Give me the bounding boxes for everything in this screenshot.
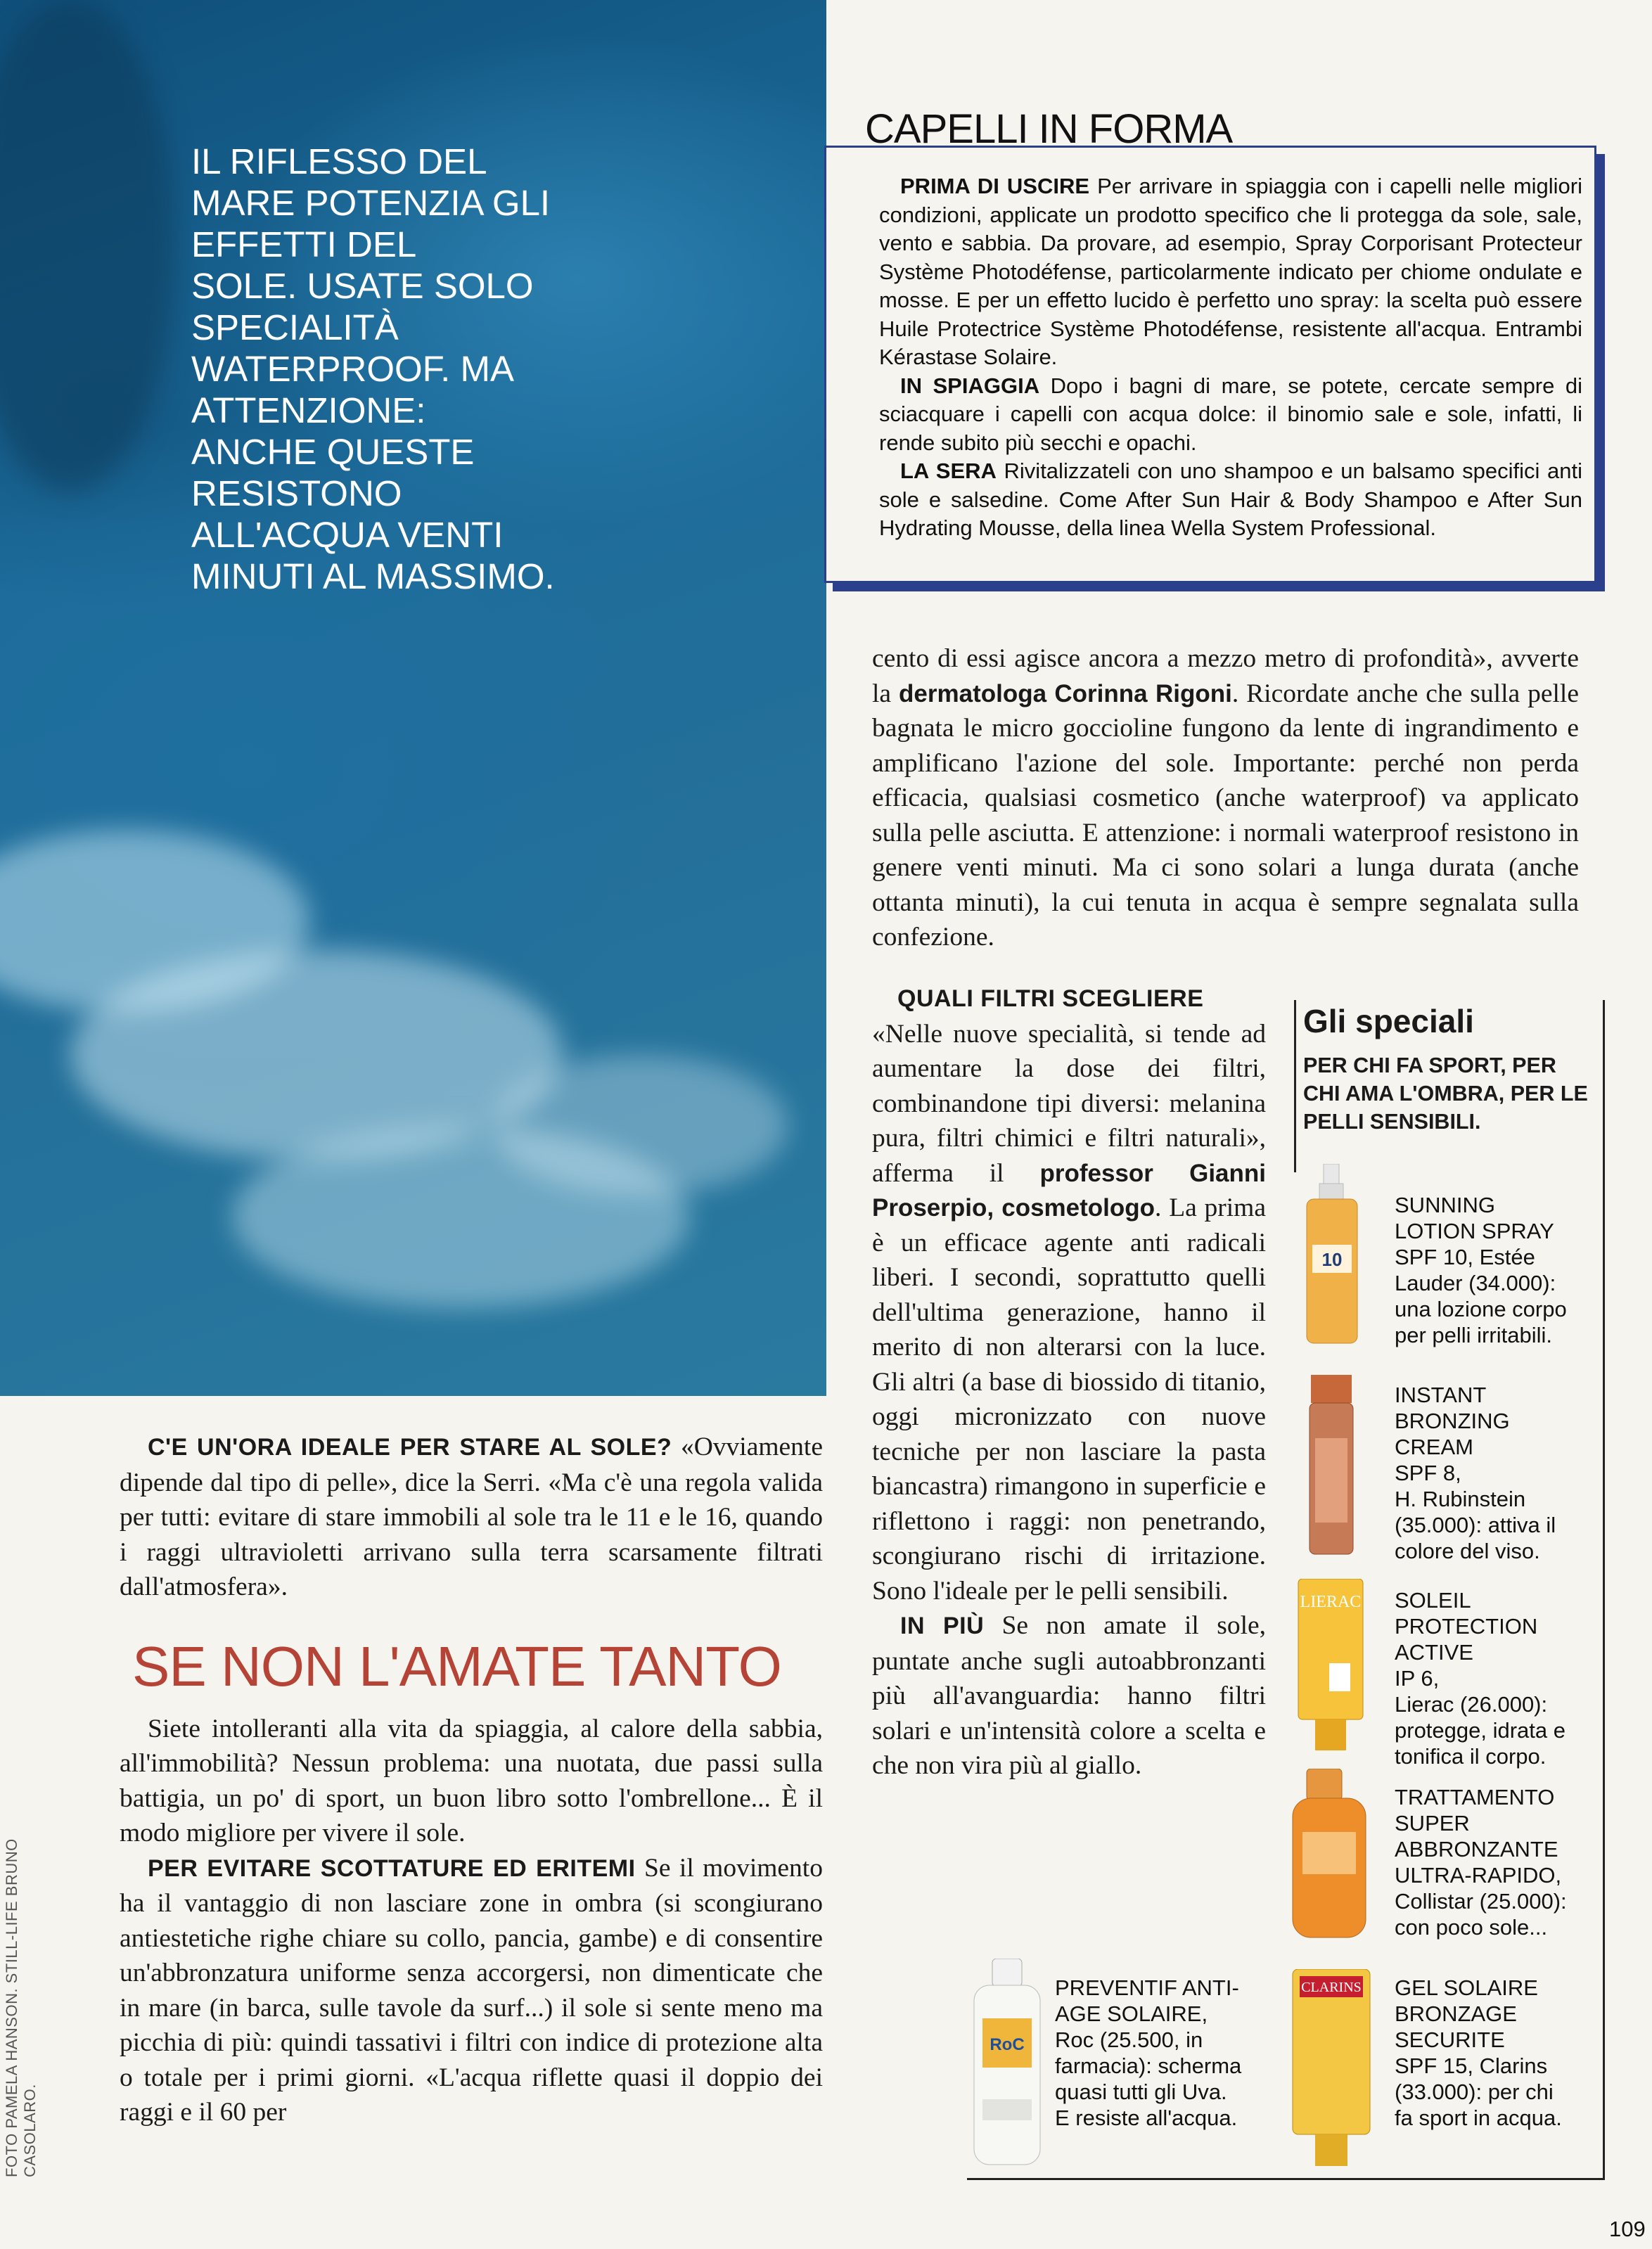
paragraph-text: Rivitalizzateli con uno shampoo e un balsamo specifici anti sole e salsedine. Come After Sun Hair & Body Shampoo e After Sun Hydrating Mousse, della linea Wella System Professional.	[879, 459, 1582, 540]
paragraph	[872, 641, 1579, 955]
text: Siete intolleranti alla vita da spiaggia, al calore della sabbia, all'immobilità? Nessun problema: una nuotata, due passi sulla battigia, un po' di sport, un buon libro sotto l'ombrellone... È il modo migliore per vivere il sole.	[120, 1714, 823, 1847]
product-name: SOLEIL PROTECTION ACTIVE	[1395, 1588, 1538, 1665]
paragraph	[120, 1851, 823, 2130]
paragraph	[120, 1712, 823, 1851]
product-name: PREVENTIF ANTI- AGE SOLAIRE,	[1055, 1975, 1239, 2026]
keyword: IN PIÙ	[900, 1613, 985, 1639]
product-caption	[1395, 1192, 1584, 1348]
shadow-patch	[0, 0, 176, 492]
keyword: PER EVITARE SCOTTATURE ED ERITEMI	[148, 1854, 636, 1882]
product-caption	[1055, 1975, 1266, 2131]
clarins-tube-icon	[1287, 1969, 1375, 2170]
text: «Nelle nuove specialità, si tende ad aumentare la dose dei filtri, combinandone tipi diversi: melanina pura, filtri chimici e filtri naturali», afferma il	[872, 1019, 1266, 1188]
hair-box-text	[879, 172, 1582, 543]
text: Se il movimento ha il vantaggio di non lasciare zone in ombra (si scongiurano antiestetiche righe chiare su collo, pancia, gambe) e di consentire un'abbronzatura uniforme senza accorgersi, non dimenticate che in mare (in barca, sulle tavole da surf...) il sole si sente meno ma picchia di più: quindi tassativi i filtri con indice di protezione alta o totale per i primi giorni. «L'acqua riflette quasi il doppio dei raggi e il 60 per	[120, 1853, 823, 2127]
text: . La prima è un efficace agente anti radicali liberi. I secondi, soprattutto quelli dell'ultima generazione, hanno il merito di non alterarsi con la luce. Gli altri (a base di biossido di titanio, oggi micronizzato con nuove tecniche per non lasciare la pasta biancastra) rimangono in superficie e riflettono i raggi: non penetrando, scongiurano rischi di irritazione. Sono l'ideale per le pelli sensibili.	[872, 1193, 1266, 1606]
product-caption	[1395, 1587, 1584, 1769]
collistar-bottle-icon	[1287, 1769, 1371, 1941]
text: cento di essi agisce ancora a mezzo metro di profondità», avverte la	[872, 644, 1579, 708]
foam-patch	[492, 1055, 788, 1196]
keyword: QUALI FILTRI SCEGLIERE	[897, 985, 1204, 1012]
highlight-name: professor Gianni Proserpio, cosmetologo	[872, 1159, 1266, 1222]
product-desc: Collistar (25.000): con poco sole...	[1395, 1889, 1567, 1940]
bottle-label: CLARINS	[1301, 1980, 1362, 1995]
article-right-top	[872, 641, 1579, 955]
section-headline: SE NON L'AMATE TANTO	[132, 1634, 781, 1698]
photo-caption: IL RIFLESSO DEL MARE POTENZIA GLI EFFETTI DEL SOLE. USATE SOLO SPECIALITÀ WATERPROOF. MA ATTENZIONE: ANCHE QUESTE RESISTONO ALL'ACQUA VENTI MINUTI AL MASSIMO.	[191, 141, 555, 596]
product-name: SUNNING LOTION SPRAY	[1395, 1193, 1554, 1243]
product-desc: SPF 8, H. Rubinstein (35.000): attiva il colore del viso.	[1395, 1461, 1556, 1563]
roc-bottle-icon	[967, 1959, 1048, 2170]
keyword: LA SERA	[900, 459, 997, 483]
product-caption	[1395, 1382, 1584, 1564]
paragraph-text: Per arrivare in spiaggia con i capelli nelle migliori condizioni, applicate un prodotto specifico che li protegga da sole, sale, vento e sabbia. Da provare, ad esempio, Spray Corporisant Protecteur Système Photodéfense, particolarmente indicato per chiome ondulate e mosse. E per un effetto lucido è perfetto uno spray: la scelta può essere Huile Protectrice Système Photodéfense, resistente all'acqua. Entrambi Kérastase Solaire.	[879, 174, 1582, 369]
product-desc: SPF 15, Clarins (33.000): per chi fa sport in acqua.	[1395, 2053, 1562, 2130]
product-desc: Roc (25.500, in farmacia): scherma quasi tutti gli Uva. E resiste all'acqua.	[1055, 2027, 1242, 2130]
product-caption	[1395, 1975, 1584, 2131]
rubinstein-tube-icon	[1307, 1375, 1356, 1558]
product-name: TRATTAMENTO SUPER ABBRONZANTE ULTRA-RAPIDO,	[1395, 1785, 1562, 1888]
specials-subtitle: PER CHI FA SPORT, PER CHI AMA L'OMBRA, PER LE PELLI SENSIBILI.	[1303, 1053, 1588, 1134]
product-desc: SPF 10, Estée Lauder (34.000): una lozione corpo per pelli irritabili.	[1395, 1245, 1567, 1347]
lierac-tube-icon	[1294, 1579, 1368, 1755]
bottle-label: RoC	[990, 2035, 1025, 2054]
product-name: INSTANT BRONZING CREAM	[1395, 1383, 1510, 1459]
specials-title: Gli speciali	[1303, 1003, 1474, 1039]
sea-photo	[0, 0, 826, 1396]
photo-credit: FOTO PAMELA HANSON. STILL-LIFE BRUNO CASOLARO.	[3, 1838, 39, 2177]
paragraph	[120, 1430, 823, 1605]
page-number: 109	[1609, 2217, 1646, 2241]
text: «Ovviamente dipende dal tipo di pelle», dice la Serri. «Ma c'è una regola valida per tutti: evitare di stare immobili al sole tra le 11 e le 16, quando i raggi ultravioletti arrivano sulla terra scarsamente filtrati dall'atmosfera».	[120, 1433, 823, 1601]
highlight-name: dermatologa Corinna Rigoni	[899, 679, 1232, 707]
text: . Ricordate anche che sulla pelle bagnata le micro goccioline fungono da lente di ingrandimento e amplificano l'azione del sole. Importante: perché non perda efficacia, qualsiasi cosmetico (anche waterproof) va applicato sulla pelle asciutta. E attenzione: i normali waterproof resistono in genere venti minuti. Ma ci sono solari a lunga durata (anche ottanta minuti), la cui tenuta in acqua è sempre segnalata sulla confezione.	[872, 679, 1579, 952]
estee-spray-bottle-icon	[1301, 1164, 1364, 1347]
specials-divider	[1294, 1000, 1296, 1172]
box-title: CAPELLI IN FORMA	[865, 106, 1233, 152]
product-name: GEL SOLAIRE BRONZAGE SECURITE	[1395, 1975, 1538, 2052]
bottle-label: LIERAC	[1300, 1593, 1362, 1611]
paragraph-text: Dopo i bagni di mare, se potete, cercate sempre di sciacquare i capelli con acqua dolce: il binomio sale e sole, infatti, li rende subito più secchi e opachi.	[879, 373, 1582, 455]
keyword: PRIMA DI USCIRE	[900, 174, 1090, 198]
bottle-label: 10	[1321, 1249, 1343, 1270]
product-desc: IP 6, Lierac (26.000): protegge, idrata e tonifica il corpo.	[1395, 1666, 1566, 1769]
article-left-column	[120, 1430, 823, 2130]
keyword: C'E UN'ORA IDEALE PER STARE AL SOLE?	[148, 1434, 672, 1461]
keyword: IN SPIAGGIA	[900, 373, 1040, 398]
product-caption	[1395, 1784, 1584, 1940]
text: Se non amate il sole, puntate anche sugli autoabbronzanti più all'avanguardia: hanno filtri solari e un'intensità colore a scelta e che non vira più al giallo.	[872, 1611, 1267, 1780]
